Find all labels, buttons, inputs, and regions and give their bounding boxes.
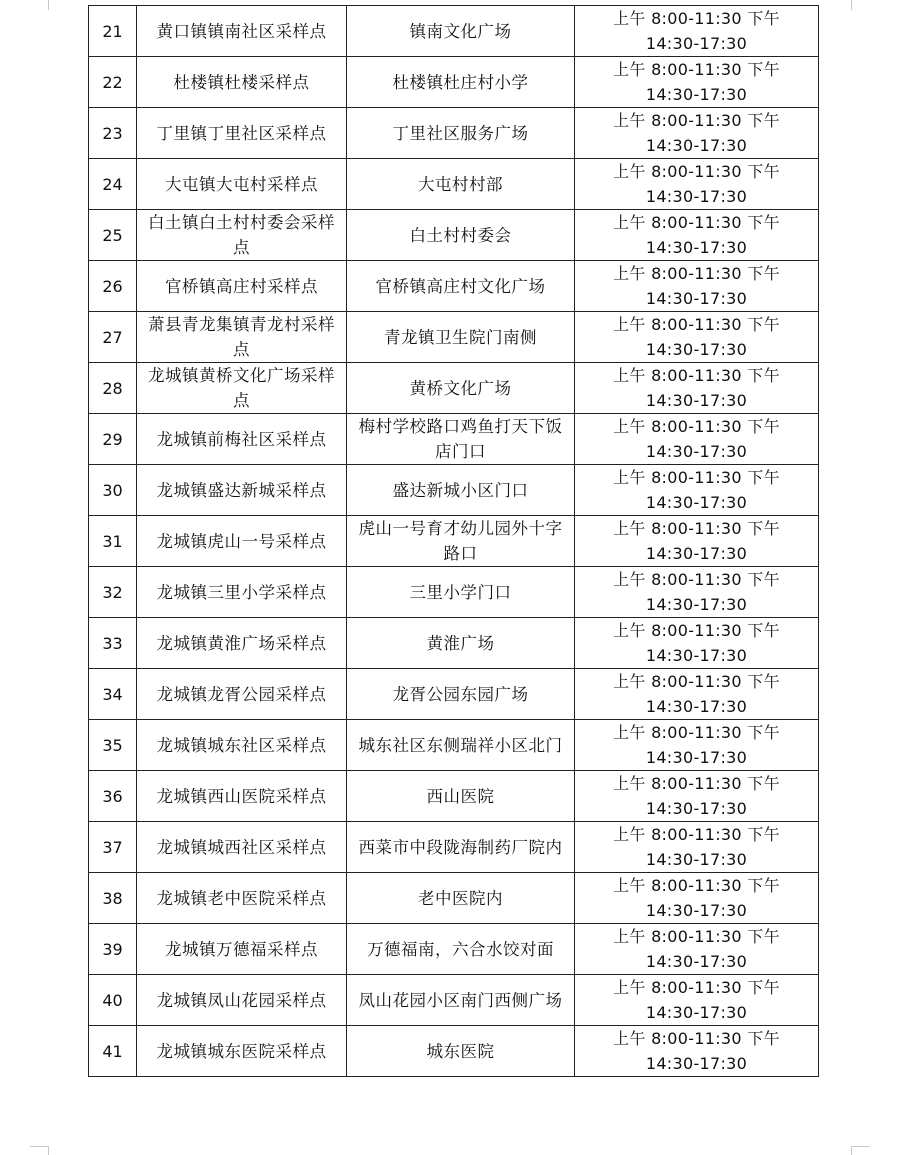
hours-line-morning: 上午 8:00-11:30 下午 (613, 213, 780, 232)
hours-cell (575, 720, 819, 771)
table-row (89, 261, 819, 312)
row-number-cell: 31 (89, 516, 137, 567)
hours-cell (575, 771, 819, 822)
hours-line-morning: 上午 8:00-11:30 下午 (613, 570, 780, 589)
hours-cell (575, 363, 819, 414)
hours-line-morning: 上午 8:00-11:30 下午 (613, 366, 780, 385)
hours-line-afternoon: 14:30-17:30 (645, 1003, 748, 1022)
hours-line-morning: 上午 8:00-11:30 下午 (613, 417, 780, 436)
row-number-cell: 40 (89, 975, 137, 1026)
page-corner-mark (851, 0, 870, 10)
row-number-cell: 28 (89, 363, 137, 414)
hours-line-morning: 上午 8:00-11:30 下午 (613, 1029, 780, 1048)
location-cell: 盛达新城小区门口 (347, 465, 575, 516)
hours-line-afternoon: 14:30-17:30 (645, 340, 748, 359)
hours-cell (575, 873, 819, 924)
site-name-cell: 龙城镇凤山花园采样点 (137, 975, 347, 1026)
hours-cell (575, 822, 819, 873)
location-cell: 黄桥文化广场 (347, 363, 575, 414)
hours-line-morning: 上午 8:00-11:30 下午 (613, 672, 780, 691)
hours-cell (575, 414, 819, 465)
row-number-cell: 26 (89, 261, 137, 312)
location-cell: 白土村村委会 (347, 210, 575, 261)
hours-line-morning: 上午 8:00-11:30 下午 (613, 876, 780, 895)
hours-line-afternoon: 14:30-17:30 (645, 544, 748, 563)
location-cell: 梅村学校路口鸡鱼打天下饭店门口 (347, 414, 575, 465)
site-name-cell: 龙城镇龙胥公园采样点 (137, 669, 347, 720)
hours-line-morning: 上午 8:00-11:30 下午 (613, 468, 780, 487)
table-row (89, 567, 819, 618)
site-name-cell: 杜楼镇杜楼采样点 (137, 57, 347, 108)
location-cell: 官桥镇高庄村文化广场 (347, 261, 575, 312)
site-name-cell: 龙城镇老中医院采样点 (137, 873, 347, 924)
hours-line-morning: 上午 8:00-11:30 下午 (613, 111, 780, 130)
site-name-cell: 大屯镇大屯村采样点 (137, 159, 347, 210)
site-name-cell: 官桥镇高庄村采样点 (137, 261, 347, 312)
table-row (89, 465, 819, 516)
table-row (89, 159, 819, 210)
hours-cell (575, 312, 819, 363)
site-name-cell: 龙城镇黄桥文化广场采样点 (137, 363, 347, 414)
hours-cell (575, 924, 819, 975)
row-number-cell: 41 (89, 1026, 137, 1077)
hours-line-afternoon: 14:30-17:30 (645, 1054, 748, 1073)
hours-cell (575, 567, 819, 618)
table-row (89, 873, 819, 924)
row-number-cell: 30 (89, 465, 137, 516)
table-body (89, 6, 819, 1077)
table-row (89, 720, 819, 771)
site-name-cell: 龙城镇城东社区采样点 (137, 720, 347, 771)
row-number-cell: 29 (89, 414, 137, 465)
row-number-cell: 34 (89, 669, 137, 720)
hours-line-morning: 上午 8:00-11:30 下午 (613, 927, 780, 946)
hours-line-afternoon: 14:30-17:30 (645, 748, 748, 767)
hours-line-afternoon: 14:30-17:30 (645, 493, 748, 512)
hours-cell (575, 618, 819, 669)
site-name-cell: 龙城镇城东医院采样点 (137, 1026, 347, 1077)
table-row (89, 414, 819, 465)
table-row (89, 6, 819, 57)
site-name-cell: 萧县青龙集镇青龙村采样点 (137, 312, 347, 363)
hours-cell (575, 57, 819, 108)
hours-line-afternoon: 14:30-17:30 (645, 187, 748, 206)
location-cell: 丁里社区服务广场 (347, 108, 575, 159)
table-row (89, 975, 819, 1026)
location-cell: 城东医院 (347, 1026, 575, 1077)
site-name-cell: 龙城镇城西社区采样点 (137, 822, 347, 873)
site-name-cell: 黄口镇镇南社区采样点 (137, 6, 347, 57)
hours-cell (575, 669, 819, 720)
location-cell: 黄淮广场 (347, 618, 575, 669)
hours-cell (575, 6, 819, 57)
table-row (89, 618, 819, 669)
table-row (89, 822, 819, 873)
table-row (89, 516, 819, 567)
table-row (89, 1026, 819, 1077)
hours-line-afternoon: 14:30-17:30 (645, 34, 748, 53)
location-cell: 老中医院内 (347, 873, 575, 924)
hours-line-afternoon: 14:30-17:30 (645, 136, 748, 155)
hours-cell (575, 159, 819, 210)
site-name-cell: 龙城镇万德福采样点 (137, 924, 347, 975)
location-cell: 杜楼镇杜庄村小学 (347, 57, 575, 108)
hours-line-morning: 上午 8:00-11:30 下午 (613, 825, 780, 844)
hours-line-afternoon: 14:30-17:30 (645, 901, 748, 920)
location-cell: 镇南文化广场 (347, 6, 575, 57)
table-row (89, 108, 819, 159)
row-number-cell: 37 (89, 822, 137, 873)
hours-line-afternoon: 14:30-17:30 (645, 238, 748, 257)
row-number-cell: 32 (89, 567, 137, 618)
page-corner-mark (30, 1146, 49, 1155)
hours-line-morning: 上午 8:00-11:30 下午 (613, 723, 780, 742)
row-number-cell: 22 (89, 57, 137, 108)
page-corner-mark (851, 1146, 870, 1155)
table-row (89, 924, 819, 975)
hours-line-afternoon: 14:30-17:30 (645, 952, 748, 971)
table-row (89, 210, 819, 261)
row-number-cell: 35 (89, 720, 137, 771)
hours-line-morning: 上午 8:00-11:30 下午 (613, 519, 780, 538)
hours-cell (575, 516, 819, 567)
site-name-cell: 龙城镇三里小学采样点 (137, 567, 347, 618)
site-name-cell: 龙城镇盛达新城采样点 (137, 465, 347, 516)
hours-cell (575, 210, 819, 261)
hours-line-morning: 上午 8:00-11:30 下午 (613, 9, 780, 28)
site-name-cell: 白土镇白土村村委会采样点 (137, 210, 347, 261)
hours-line-morning: 上午 8:00-11:30 下午 (613, 60, 780, 79)
site-name-cell: 龙城镇虎山一号采样点 (137, 516, 347, 567)
hours-line-afternoon: 14:30-17:30 (645, 391, 748, 410)
table-row (89, 771, 819, 822)
hours-line-afternoon: 14:30-17:30 (645, 697, 748, 716)
hours-line-afternoon: 14:30-17:30 (645, 850, 748, 869)
location-cell: 大屯村村部 (347, 159, 575, 210)
site-name-cell: 龙城镇黄淮广场采样点 (137, 618, 347, 669)
hours-line-afternoon: 14:30-17:30 (645, 595, 748, 614)
row-number-cell: 36 (89, 771, 137, 822)
location-cell: 西菜市中段陇海制药厂院内 (347, 822, 575, 873)
location-cell: 西山医院 (347, 771, 575, 822)
hours-line-afternoon: 14:30-17:30 (645, 289, 748, 308)
hours-line-morning: 上午 8:00-11:30 下午 (613, 264, 780, 283)
row-number-cell: 23 (89, 108, 137, 159)
hours-line-afternoon: 14:30-17:30 (645, 85, 748, 104)
row-number-cell: 27 (89, 312, 137, 363)
location-cell: 城东社区东侧瑞祥小区北门 (347, 720, 575, 771)
table-row (89, 363, 819, 414)
location-cell: 万德福南，六合水饺对面 (347, 924, 575, 975)
hours-line-morning: 上午 8:00-11:30 下午 (613, 315, 780, 334)
hours-cell (575, 1026, 819, 1077)
table-row (89, 669, 819, 720)
site-name-cell: 龙城镇西山医院采样点 (137, 771, 347, 822)
hours-line-afternoon: 14:30-17:30 (645, 799, 748, 818)
hours-line-morning: 上午 8:00-11:30 下午 (613, 162, 780, 181)
location-cell: 龙胥公园东园广场 (347, 669, 575, 720)
hours-cell (575, 108, 819, 159)
row-number-cell: 39 (89, 924, 137, 975)
hours-cell (575, 465, 819, 516)
row-number-cell: 21 (89, 6, 137, 57)
row-number-cell: 33 (89, 618, 137, 669)
location-cell: 青龙镇卫生院门南侧 (347, 312, 575, 363)
hours-line-afternoon: 14:30-17:30 (645, 442, 748, 461)
location-cell: 虎山一号育才幼儿园外十字路口 (347, 516, 575, 567)
hours-line-morning: 上午 8:00-11:30 下午 (613, 774, 780, 793)
hours-line-morning: 上午 8:00-11:30 下午 (613, 621, 780, 640)
page-corner-mark (30, 0, 49, 10)
location-cell: 凤山花园小区南门西侧广场 (347, 975, 575, 1026)
sampling-sites-table (88, 5, 819, 1077)
row-number-cell: 25 (89, 210, 137, 261)
row-number-cell: 38 (89, 873, 137, 924)
site-name-cell: 龙城镇前梅社区采样点 (137, 414, 347, 465)
hours-cell (575, 975, 819, 1026)
hours-line-morning: 上午 8:00-11:30 下午 (613, 978, 780, 997)
table-row (89, 57, 819, 108)
table-row (89, 312, 819, 363)
row-number-cell: 24 (89, 159, 137, 210)
hours-cell (575, 261, 819, 312)
location-cell: 三里小学门口 (347, 567, 575, 618)
hours-line-afternoon: 14:30-17:30 (645, 646, 748, 665)
site-name-cell: 丁里镇丁里社区采样点 (137, 108, 347, 159)
